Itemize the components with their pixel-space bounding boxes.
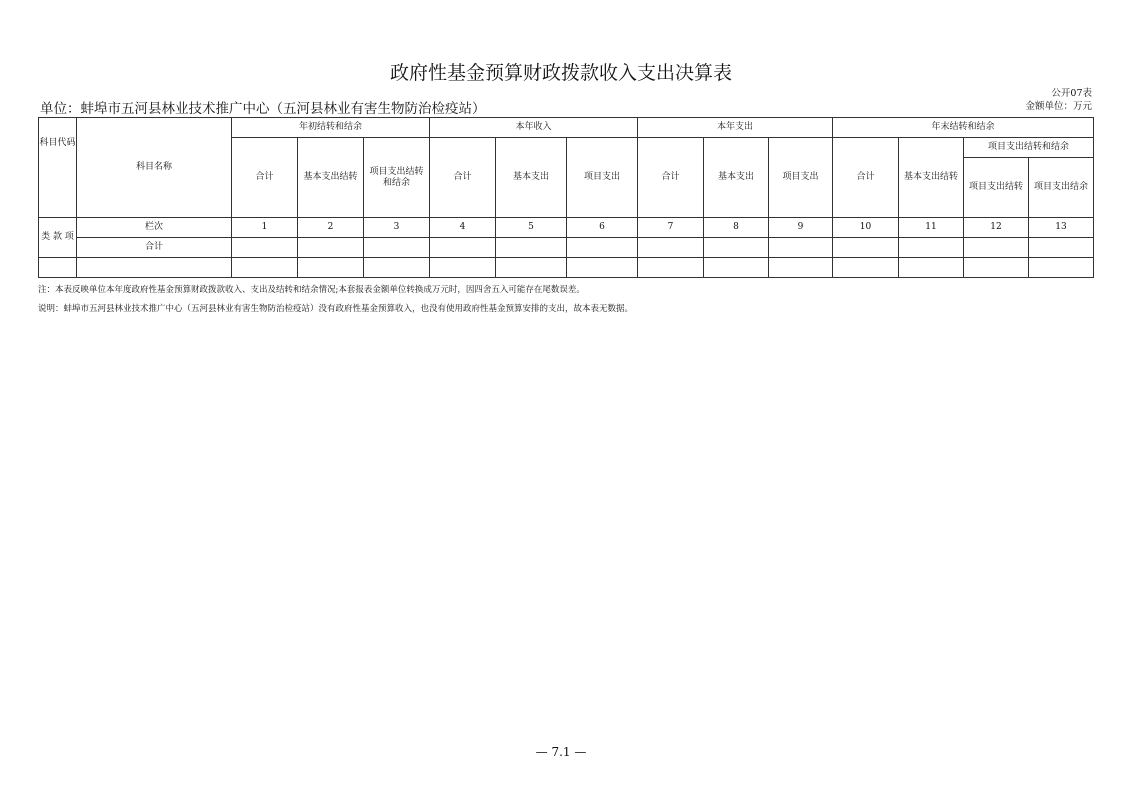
seq-cell: 11 — [899, 218, 964, 238]
seq-cell: 10 — [833, 218, 899, 238]
empty-cell — [1029, 238, 1094, 258]
unit-label: 单位：蚌埠市五河县林业技术推广中心（五河县林业有害生物防治检疫站） — [40, 101, 486, 117]
column-header: 项目支出 — [567, 138, 638, 218]
page-title: 政府性基金预算财政拨款收入支出决算表 — [389, 62, 732, 84]
empty-cell — [496, 258, 567, 278]
group-header: 本年收入 — [430, 118, 638, 138]
empty-cell — [899, 238, 964, 258]
empty-cell — [77, 258, 232, 278]
empty-cell — [704, 258, 769, 278]
empty-cell — [964, 258, 1029, 278]
empty-cell — [298, 258, 364, 278]
column-header: 项目支出 — [769, 138, 833, 218]
empty-cell — [1029, 258, 1094, 278]
seq-cell: 8 — [704, 218, 769, 238]
seq-label: 栏次 — [77, 218, 232, 238]
amount-unit: 金额单位：万元 — [1025, 101, 1092, 112]
empty-cell — [833, 258, 899, 278]
column-header: 项目支出结转 — [964, 158, 1029, 218]
code-header-cell — [39, 118, 77, 218]
empty-cell — [232, 258, 298, 278]
empty-cell — [769, 238, 833, 258]
seq-cell: 1 — [232, 218, 298, 238]
empty-cell — [364, 238, 430, 258]
form-info — [1025, 87, 1092, 113]
empty-cell — [364, 258, 430, 278]
table-explanation: 说明：蚌埠市五河县林业技术推广中心（五河县林业有害生物防治检疫站）没有政府性基金预算收入，也没有使用政府性基金预算安排的支出，故本表无数据。 — [38, 304, 634, 314]
form-number: 公开07表 — [1051, 88, 1092, 99]
empty-cell — [39, 258, 77, 278]
total-row — [39, 238, 1094, 258]
column-header: 合计 — [430, 138, 496, 218]
empty-cell — [964, 238, 1029, 258]
empty-cell — [430, 238, 496, 258]
group-header: 本年支出 — [638, 118, 833, 138]
column-header: 合计 — [232, 138, 298, 218]
column-header: 项目支出结转和结余 — [364, 138, 430, 218]
empty-cell — [496, 238, 567, 258]
seq-row — [39, 218, 1094, 238]
seq-cell: 12 — [964, 218, 1029, 238]
seq-cell: 7 — [638, 218, 704, 238]
sub-group-header: 项目支出结转和结余 — [964, 138, 1094, 158]
seq-cell: 5 — [496, 218, 567, 238]
seq-cell: 2 — [298, 218, 364, 238]
column-header: 基本支出结转 — [298, 138, 364, 218]
empty-cell — [704, 238, 769, 258]
name-header: 科目名称 — [77, 118, 232, 218]
header-row-groups — [39, 118, 1094, 138]
empty-cell — [567, 258, 638, 278]
code-header: 科目代码 — [39, 138, 76, 148]
empty-cell — [638, 258, 704, 278]
code-sub-label: 类 款 项 — [41, 232, 74, 242]
empty-cell — [567, 238, 638, 258]
code-sub-cell — [39, 218, 77, 258]
seq-cell: 9 — [769, 218, 833, 238]
seq-cell: 4 — [430, 218, 496, 238]
column-header: 基本支出 — [704, 138, 769, 218]
page-number: — 7.1 — — [535, 745, 587, 759]
empty-cell — [769, 258, 833, 278]
column-header: 项目支出结余 — [1029, 158, 1094, 218]
seq-cell: 3 — [364, 218, 430, 238]
budget-table — [38, 117, 1094, 278]
empty-cell — [638, 238, 704, 258]
table-note: 注：本表反映单位本年度政府性基金预算财政拨款收入、支出及结转和结余情况;本套报表金额单位转换成万元时，因四舍五入可能存在尾数误差。 — [38, 285, 585, 295]
empty-cell — [232, 238, 298, 258]
group-header: 年初结转和结余 — [232, 118, 430, 138]
empty-cell — [833, 238, 899, 258]
total-label: 合计 — [77, 238, 232, 258]
empty-cell — [430, 258, 496, 278]
column-header: 基本支出 — [496, 138, 567, 218]
column-header: 合计 — [833, 138, 899, 218]
empty-cell — [298, 238, 364, 258]
data-row — [39, 258, 1094, 278]
group-header: 年末结转和结余 — [833, 118, 1094, 138]
seq-cell: 6 — [567, 218, 638, 238]
seq-cell: 13 — [1029, 218, 1094, 238]
column-header: 基本支出结转 — [899, 138, 964, 218]
column-header: 合计 — [638, 138, 704, 218]
empty-cell — [899, 258, 964, 278]
